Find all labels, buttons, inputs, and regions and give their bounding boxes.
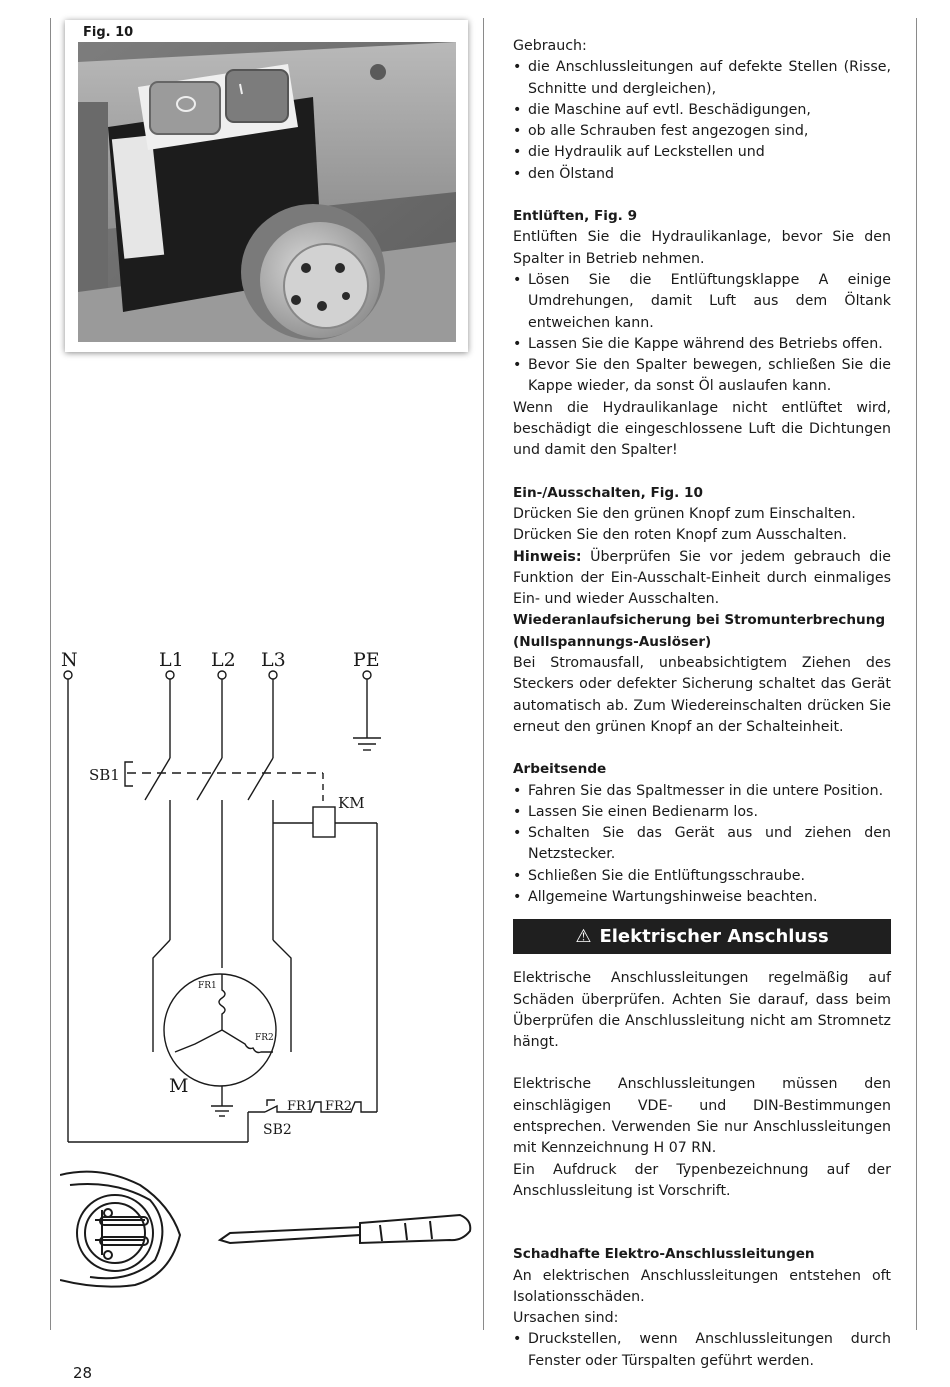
warning-triangle-icon: ⚠ [575, 926, 592, 948]
switch-label-sb1: SB1 [89, 766, 120, 784]
paragraph: An elektrischen Anschlussleitungen entstehen oft Isolationsschäden. [513, 1267, 891, 1305]
page-number: 28 [73, 1364, 93, 1382]
section-heading-schadhaft: Schadhafte Elektro-Anschlussleitungen [513, 1246, 815, 1263]
banner-title: Elektrischer Anschluss [599, 926, 829, 948]
motor-label: M [169, 1075, 189, 1097]
section-heading-arbeitsende: Arbeitsende [513, 761, 607, 778]
list-item: • Bevor Sie den Spalter bewegen, schließen Sie die Kappe wieder, da sonst Öl auslaufen kann. [513, 355, 891, 398]
paragraph: Bei Stromausfall, unbeabsichtigtem Ziehen des Steckers oder defekter Sicherung schaltet das Gerät automatisch ab. Zum Wiedereinschalten drücken Sie erneut den grünen Knopf an der Schalteinheit. [513, 655, 891, 735]
list-item: • Lassen Sie einen Bedienarm los. [513, 802, 891, 823]
switch-label-sb2: SB2 [263, 1122, 292, 1138]
switch-unit-photo [78, 42, 456, 342]
left-margin-rule [50, 18, 51, 1330]
terminal-label-pe: PE [353, 649, 380, 671]
terminal-label-l3: L3 [261, 649, 286, 671]
wiring-diagram [55, 640, 455, 1150]
right-column [513, 36, 891, 1372]
list-item: • Druckstellen, wenn Anschlussleitungen durch Fenster oder Türspalten geführt werden. [513, 1329, 891, 1372]
section-heading-einaus: Ein-/Ausschalten, Fig. 10 [513, 484, 703, 501]
center-rule [483, 18, 484, 1330]
list-item: • ob alle Schrauben fest angezogen sind, [513, 121, 891, 142]
list-item: • die Hydraulik auf Leckstellen und [513, 142, 891, 163]
paragraph: Ursachen sind: [513, 1310, 619, 1327]
hint-paragraph [513, 547, 891, 611]
hint-text: Überprüfen Sie vor jedem gebrauch die Funktion der Ein-Ausschalt-Einheit durch einmaliges Ein- und wieder Ausschalten. [513, 548, 891, 608]
paragraph: Ein Aufdruck der Typenbezeichnung auf der Anschlussleitung ist Vorschrift. [513, 1161, 891, 1199]
list-item: • die Maschine auf evtl. Beschädigungen, [513, 100, 891, 121]
entlueften-list [513, 270, 891, 398]
terminal-label-l1: L1 [159, 649, 184, 671]
fuse-label-fr1-motor: FR1 [198, 981, 217, 991]
coil-label-km: KM [338, 794, 365, 812]
list-item: • Schalten Sie das Gerät aus und ziehen den Netzstecker. [513, 823, 891, 866]
list-item: • Lassen Sie die Kappe während des Betriebs offen. [513, 334, 891, 355]
paragraph: Elektrische Anschlussleitungen müssen den einschlägigen VDE- und DIN-Bestimmungen entsprechen. Verwenden Sie nur Anschlussleitungen mit Kennzeichnung H 07 RN. [513, 1076, 891, 1157]
paragraph: Wenn die Hydraulikanlage nicht entlüftet wird, beschädigt die eingeschlossene Luft die Dichtungen und damit den Spalter! [513, 399, 891, 459]
sub-heading-wiederanlauf: Wiederanlaufsicherung bei Stromunterbrechung (Nullspannungs-Auslöser) [513, 612, 886, 650]
schadhaft-list [513, 1329, 891, 1372]
fuse-label-fr1: FR1 [287, 1099, 315, 1114]
paragraph: Drücken Sie den grünen Knopf zum Einschalten. [513, 505, 856, 522]
list-item: • die Anschlussleitungen auf defekte Stellen (Risse, Schnitte und dergleichen), [513, 57, 891, 100]
fuse-label-fr2-motor: FR2 [255, 1033, 274, 1043]
list-item: • Allgemeine Wartungshinweise beachten. [513, 887, 891, 908]
intro-checklist [513, 57, 891, 185]
fuse-label-fr2: FR2 [325, 1099, 353, 1114]
terminal-label-n: N [61, 649, 78, 671]
list-item: • Fahren Sie das Spaltmesser in die untere Position. [513, 781, 891, 802]
list-item: • den Ölstand [513, 164, 891, 185]
paragraph: Entlüften Sie die Hydraulikanlage, bevor Sie den Spalter in Betrieb nehmen. [513, 229, 891, 267]
hint-label: Hinweis: [513, 548, 582, 565]
section-banner-elektrisch [513, 919, 891, 954]
paragraph: Drücken Sie den roten Knopf zum Ausschalten. [513, 527, 847, 544]
terminal-label-l2: L2 [211, 649, 236, 671]
paragraph: Elektrische Anschlussleitungen regelmäßig auf Schäden überprüfen. Achten Sie darauf, dass beim Überprüfen die Anschlussleitung nicht am Stromnetz hängt. [513, 970, 891, 1051]
right-margin-rule [916, 18, 917, 1330]
list-item: • Lösen Sie die Entlüftungsklappe A einige Umdrehungen, damit Luft aus dem Öltank entweichen kann. [513, 270, 891, 334]
figure-10-label: Fig. 10 [83, 25, 134, 40]
figure-10 [65, 20, 468, 352]
arbeitsende-list [513, 781, 891, 909]
plug-and-screwdriver-drawing [60, 1165, 480, 1295]
intro-lead: Gebrauch: [513, 38, 587, 54]
section-heading-entlueften: Entlüften, Fig. 9 [513, 208, 638, 225]
list-item: • Schließen Sie die Entlüftungsschraube. [513, 866, 891, 887]
